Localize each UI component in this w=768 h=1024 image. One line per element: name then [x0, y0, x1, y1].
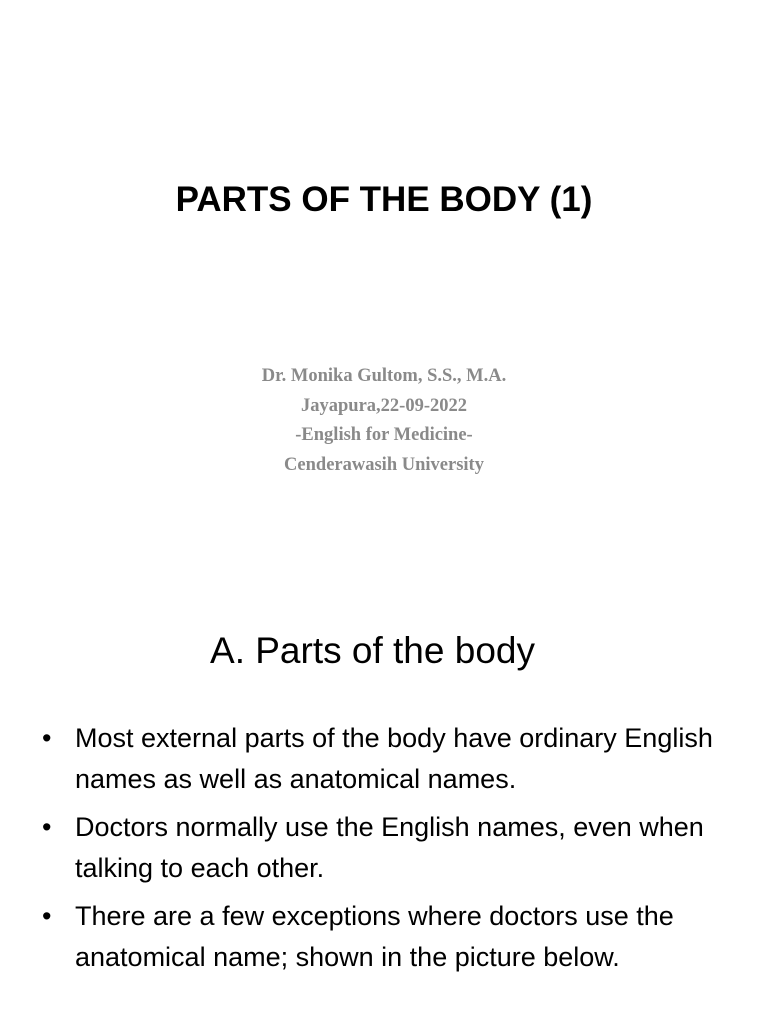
author-line: Dr. Monika Gultom, S.S., M.A.: [261, 366, 507, 386]
course-line: -English for Medicine-: [295, 425, 473, 445]
university-line: Cenderawasih University: [284, 454, 484, 475]
bullet-text: Most external parts of the body have ordinary English names as well as anatomical names.: [75, 723, 713, 794]
bullet-list: [40, 718, 755, 985]
bullet-item: [40, 807, 755, 888]
slide-title: PARTS OF THE BODY (1): [175, 180, 593, 219]
bullet-text: Doctors normally use the English names, even when talking to each other.: [75, 812, 704, 883]
bullet-icon: •: [42, 901, 52, 931]
bullet-icon: •: [42, 723, 52, 753]
slide-subtitle-block: [0, 362, 768, 480]
bullet-item: [40, 718, 755, 799]
bullet-icon: •: [42, 812, 52, 842]
place-date-line: Jayapura,22-09-2022: [301, 395, 467, 416]
bullet-text: There are a few exceptions where doctors use the anatomical name; shown in the picture below.: [75, 901, 674, 972]
section-heading: A. Parts of the body: [210, 630, 535, 671]
bullet-item: [40, 896, 755, 977]
